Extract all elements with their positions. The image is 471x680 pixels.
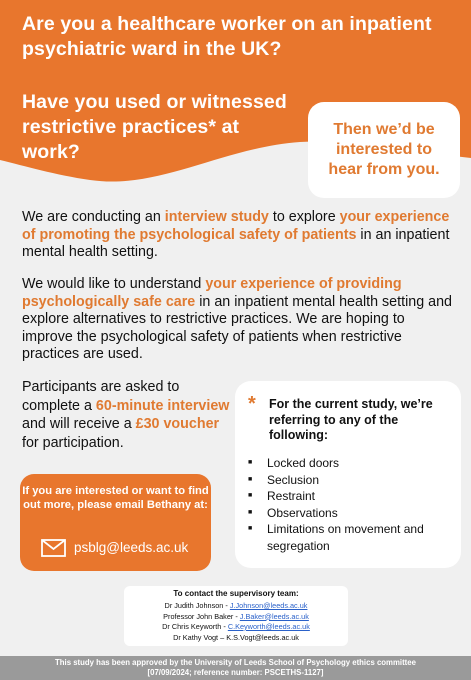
- email-contact-box: [20, 474, 211, 571]
- list-item: ■ Locked doors: [245, 455, 455, 472]
- contact-name: Dr Chris Keyworth -: [162, 622, 228, 631]
- p3-text-3: for participation.: [22, 434, 124, 451]
- footer-line-1: This study has been approved by the University of Leeds School of Psychology ethics committee: [55, 658, 416, 667]
- p3-highlight-duration: 60-minute interview: [95, 397, 230, 414]
- envelope-icon: [41, 539, 66, 557]
- list-item: ■ Observations: [245, 505, 455, 522]
- p2-text-1: We would like to understand: [22, 276, 206, 292]
- p2-text-2: in an inpatient mental health setting and explore alternatives to restrictive practices. We are hoping to improve the psychological safety of patients when restrictive practices are used.: [22, 293, 452, 362]
- email-message: If you are interested or want to find out more, please email Bethany at:: [22, 485, 209, 511]
- p1-highlight-2: your experience of promoting the psychological safety of patients: [22, 209, 450, 243]
- contact-row: [124, 622, 348, 633]
- p1-text-1: We are conducting an: [22, 209, 165, 225]
- contact-row: [124, 633, 348, 644]
- footer-line-2: [07/09/2024; reference number: PSCETHS-1127]: [147, 668, 324, 677]
- contact-row: [124, 612, 348, 623]
- p3-text-1: Participants are asked to complete a: [22, 379, 180, 414]
- intro-paragraph-1: [22, 209, 452, 262]
- callout-text: Then we’d be interested to hear from you.: [328, 121, 440, 178]
- contact-email-link[interactable]: C.Keyworth@leeds.ac.uk: [227, 622, 310, 631]
- contact-name: Professor John Baker -: [163, 611, 240, 621]
- headline-question-2: Have you used or witnessed restrictive practices* at work?: [22, 91, 287, 163]
- definition-title: For the current study, we’re referring to any of the following:: [269, 397, 433, 442]
- contact-email: K.S.Vogt@leeds.ac.uk: [226, 632, 299, 642]
- participation-paragraph: [22, 378, 232, 452]
- list-item: ■ Limitations on movement and segregation: [245, 521, 455, 554]
- p2-highlight-1: your experience of providing psychologically safe care: [22, 276, 402, 310]
- asterisk-marker: *: [248, 393, 256, 415]
- callout-box: [308, 102, 460, 198]
- p3-text-2: and will receive a: [22, 416, 136, 432]
- intro-paragraph-2: [22, 276, 452, 364]
- contact-title: To contact the supervisory team:: [173, 589, 299, 598]
- supervisory-contact-box: [124, 586, 348, 646]
- list-item: ■ Seclusion: [245, 472, 455, 489]
- p3-highlight-voucher: £30 voucher: [135, 416, 220, 432]
- list-item: ■ Restraint: [245, 488, 455, 505]
- p1-text-2: to explore: [268, 209, 340, 225]
- contact-email-link[interactable]: J.Baker@leeds.ac.uk: [239, 611, 309, 621]
- contact-name: Dr Judith Johnson -: [164, 601, 230, 610]
- email-address-link[interactable]: psblg@leeds.ac.uk: [74, 540, 189, 555]
- contact-list: [124, 601, 348, 643]
- contact-email-link[interactable]: J.Johnson@leeds.ac.uk: [229, 601, 308, 610]
- restrictive-practices-list: [245, 455, 455, 554]
- contact-name: Dr Kathy Vogt –: [173, 632, 227, 642]
- p1-text-3: in an inpatient mental health setting.: [22, 226, 450, 260]
- contact-row: [124, 601, 348, 612]
- p1-highlight-1: interview study: [164, 209, 269, 225]
- definition-box: [235, 381, 461, 568]
- ethics-footer: [0, 656, 471, 680]
- headline-question-1: Are you a healthcare worker on an inpatient psychiatric ward in the UK?: [22, 13, 432, 60]
